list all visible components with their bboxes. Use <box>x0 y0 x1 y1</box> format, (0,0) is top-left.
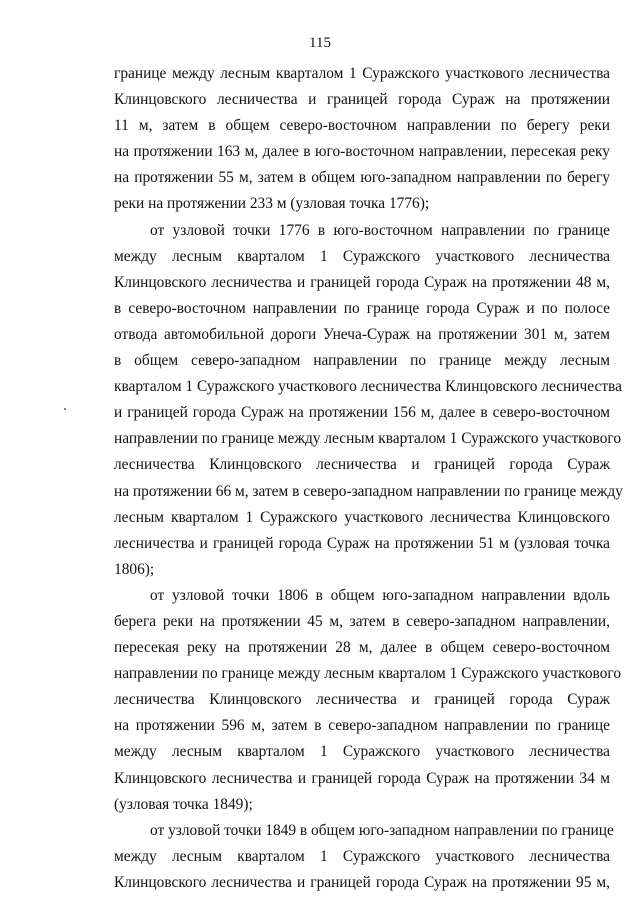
page-number: 115 <box>309 35 331 51</box>
document-body <box>114 61 623 896</box>
text-line: в северо-восточном направлении по границе города Сураж и по полосе <box>114 299 610 317</box>
text-line: лесничества Клинцовского лесничества и границей города Сураж <box>114 456 610 474</box>
text-line: (узловая точка 1849); <box>114 795 253 813</box>
text-line: Клинцовского лесничества и границей города Сураж на протяжении 48 м, <box>114 273 610 291</box>
text-line: реки на протяжении 233 м (узловая точка 1776); <box>114 195 430 213</box>
text-line: лесничества Клинцовского лесничества и границей города Сураж <box>114 691 610 709</box>
text-line: лесничества и границей города Сураж на протяжении 51 м (узловая точка <box>114 534 610 552</box>
text-line: границе между лесным кварталом 1 Суражского участкового лесничества <box>114 65 610 82</box>
text-line: 1806); <box>114 560 155 578</box>
text-line: отвода автомобильной дороги Унеча-Сураж на протяжении 301 м, затем <box>114 325 610 343</box>
text-line: лесным кварталом 1 Суражского участкового лесничества Клинцовского <box>114 508 610 526</box>
text-line: от узловой точки 1776 в юго-восточном направлении по границе <box>150 221 610 239</box>
text-line: на протяжении 596 м, затем в северо-западном направлении по границе <box>114 717 610 735</box>
text-line: на протяжении 163 м, далее в юго-восточном направлении, пересекая реку <box>114 143 610 161</box>
text-line: 11 м, затем в общем северо-восточном направлении по берегу реки <box>114 117 610 135</box>
text-line: направлении по границе между лесным кварталом 1 Суражского участкового <box>114 665 622 683</box>
text-line: пересекая реку на протяжении 28 м, далее в общем северо-восточном <box>114 639 610 657</box>
text-line: на протяжении 55 м, затем в общем юго-западном направлении по берегу <box>114 169 610 187</box>
text-line: и границей города Сураж на протяжении 156 м, далее в северо-восточном <box>114 404 610 422</box>
text-line: от узловой точки 1849 в общем юго-западном направлении по границе <box>150 821 614 839</box>
paragraph-3 <box>114 583 622 818</box>
paragraph-1 <box>114 61 610 218</box>
text-line: Клинцовского лесничества и границей города Сураж на протяжении 34 м <box>114 769 610 787</box>
text-line: берега реки на протяжении 45 м, затем в северо-западном направлении, <box>114 612 610 630</box>
text-line: между лесным кварталом 1 Суражского участкового лесничества <box>114 743 610 761</box>
text-line: направлении по границе между лесным кварталом 1 Суражского участкового <box>114 430 622 448</box>
text-line: между лесным кварталом 1 Суражского участкового лесничества <box>114 247 610 265</box>
text-line: между лесным кварталом 1 Суражского участкового лесничества <box>114 847 610 865</box>
text-line: кварталом 1 Суражского участкового лесничества Клинцовского лесничества <box>114 378 622 396</box>
paragraph-4 <box>114 818 614 896</box>
text-line: Клинцовского лесничества и границей города Сураж на протяжении <box>114 91 610 109</box>
text-line: в общем северо-западном направлении по границе между лесным <box>114 352 610 370</box>
text-line: от узловой точки 1806 в общем юго-западном направлении вдоль <box>150 586 610 604</box>
paragraph-2 <box>114 218 623 583</box>
margin-mark <box>64 408 66 410</box>
text-line: Клинцовского лесничества и границей города Сураж на протяжении 95 м, <box>114 873 610 891</box>
text-line: на протяжении 66 м, затем в северо-западном направлении по границе между <box>114 482 623 500</box>
